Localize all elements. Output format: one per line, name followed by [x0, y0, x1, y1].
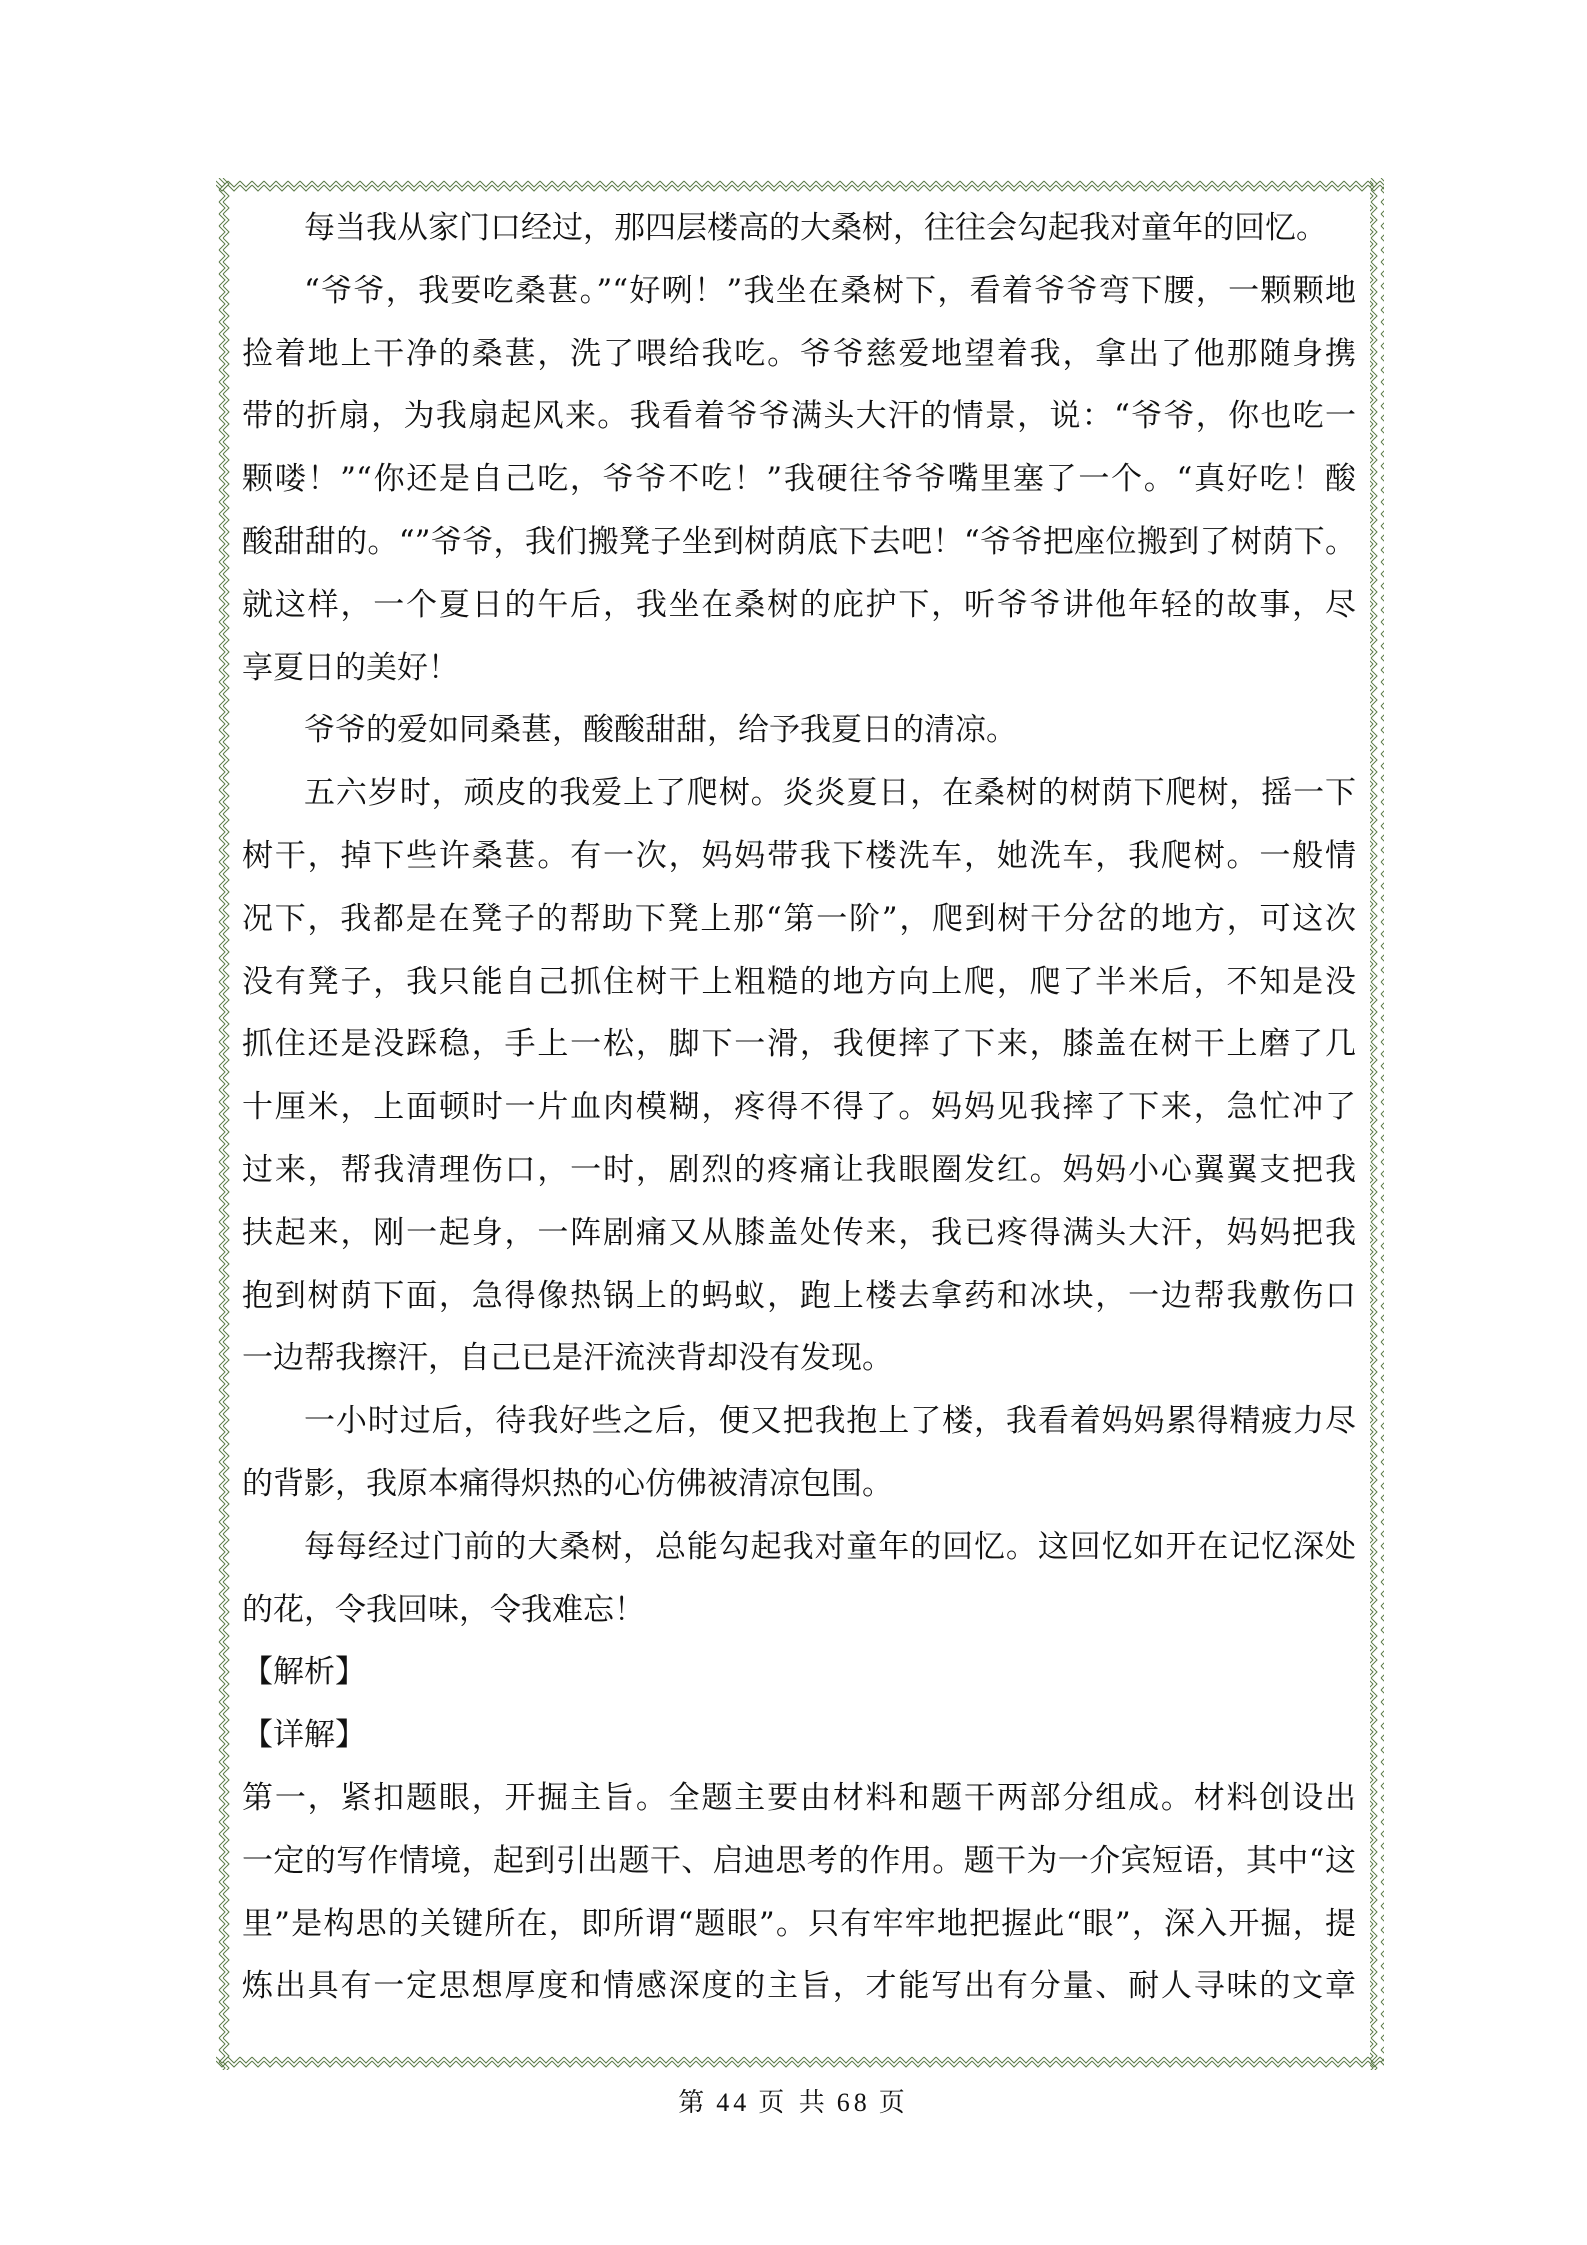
text-line: 没有凳子，我只能自己抓住树干上粗糙的地方向上爬，爬了半米后，不知是没 — [242, 963, 1356, 1000]
text-line: 享夏日的美好！ — [242, 649, 459, 686]
text-line: 炼出具有一定思想厚度和情感深度的主旨，才能写出有分量、耐人寻味的文章 — [242, 1968, 1356, 2005]
text-line: 每每经过门前的大桑树，总能勾起我对童年的回忆。这回忆如开在记忆深处 — [304, 1528, 1356, 1565]
total-pages: 68 — [836, 2088, 871, 2117]
paragraph — [242, 1641, 1356, 1704]
text-line: 【详解】 — [242, 1717, 366, 1754]
text-line: 里”是构思的关键所在，即所谓“题眼”。只有牢牢地把握此“眼”，深入开掘，提 — [242, 1905, 1356, 1942]
text-line: 每当我从家门口经过，那四层楼高的大桑树，往往会勾起我对童年的回忆。 — [304, 210, 1327, 246]
text-line: 就这样，一个夏日的午后，我坐在桑树的庇护下，听爷爷讲他年轻的故事，尽 — [242, 586, 1356, 623]
text-line: 树干，掉下些许桑葚。有一次，妈妈带我下楼洗车，她洗车，我爬树。一般情 — [242, 837, 1356, 874]
text-line: 颗喽！”“你还是自己吃，爷爷不吃！”我硬往爷爷嘴里塞了一个。“真好吃！酸 — [242, 461, 1356, 498]
text-line: 一定的写作情境，起到引出题干、启迪思考的作用。题干为一介宾短语，其中“这 — [242, 1842, 1356, 1879]
text-line: 【解析】 — [242, 1654, 366, 1691]
paragraph — [242, 699, 1356, 762]
paragraph — [242, 762, 1356, 1390]
text-line: 抓住还是没踩稳，手上一松，脚下一滑，我便摔了下来，膝盖在树干上磨了几 — [242, 1026, 1356, 1063]
text-line: 爷爷的爱如同桑葚，酸酸甜甜，给予我夏日的清凉。 — [304, 712, 1017, 749]
page-label-suffix: 页 — [878, 2088, 909, 2117]
text-line: 一小时过后，待我好些之后，便又把我抱上了楼，我看着妈妈累得精疲力尽 — [304, 1403, 1356, 1440]
text-line: “爷爷，我要吃桑葚。”“好咧！”我坐在桑树下，看着爷爷弯下腰，一颗颗地 — [304, 272, 1356, 309]
paragraph — [242, 1704, 1356, 1767]
text-line: 酸甜甜的。“”爷爷，我们搬凳子坐到树荫底下去吧！“爷爷把座位搬到了树荫下。 — [242, 523, 1356, 560]
text-line: 第一，紧扣题眼，开掘主旨。全题主要由材料和题干两部分组成。材料创设出 — [242, 1779, 1356, 1816]
text-line: 捡着地上干净的桑葚，洗了喂给我吃。爷爷慈爱地望着我，拿出了他那随身携 — [242, 335, 1356, 372]
text-line: 带的折扇，为我扇起风来。我看着爷爷满头大汗的情景，说：“爷爷，你也吃一 — [242, 398, 1356, 435]
text-line: 抱到树荫下面，急得像热锅上的蚂蚁，跑上楼去拿药和冰块，一边帮我敷伤口 — [242, 1277, 1356, 1314]
page-label-prefix: 第 — [678, 2088, 709, 2117]
document-body — [242, 197, 1356, 2018]
page-number — [0, 2082, 1587, 2119]
text-line: 五六岁时，顽皮的我爱上了爬树。炎炎夏日，在桑树的树荫下爬树，摇一下 — [304, 775, 1356, 812]
paragraph — [242, 1767, 1356, 2018]
text-line: 一边帮我擦汗，自己已是汗流浃背却没有发现。 — [242, 1340, 893, 1377]
paragraph — [242, 260, 1356, 700]
page-label-mid: 页 共 — [758, 2088, 829, 2117]
paragraph — [242, 1390, 1356, 1516]
paragraph — [242, 197, 1356, 260]
text-line: 的背影，我原本痛得炽热的心仿佛被清凉包围。 — [242, 1465, 893, 1502]
paragraph — [242, 1516, 1356, 1642]
text-line: 的花，令我回味，令我难忘！ — [242, 1591, 645, 1628]
text-line: 十厘米，上面顿时一片血肉模糊，疼得不得了。妈妈见我摔了下来，急忙冲了 — [242, 1089, 1356, 1126]
text-line: 过来，帮我清理伤口，一时，剧烈的疼痛让我眼圈发红。妈妈小心翼翼支把我 — [242, 1151, 1356, 1188]
text-line: 扶起来，刚一起身，一阵剧痛又从膝盖处传来，我已疼得满头大汗，妈妈把我 — [242, 1214, 1356, 1251]
current-page: 44 — [716, 2088, 751, 2117]
text-line: 况下，我都是在凳子的帮助下凳上那“第一阶”，爬到树干分岔的地方，可这次 — [242, 900, 1356, 937]
